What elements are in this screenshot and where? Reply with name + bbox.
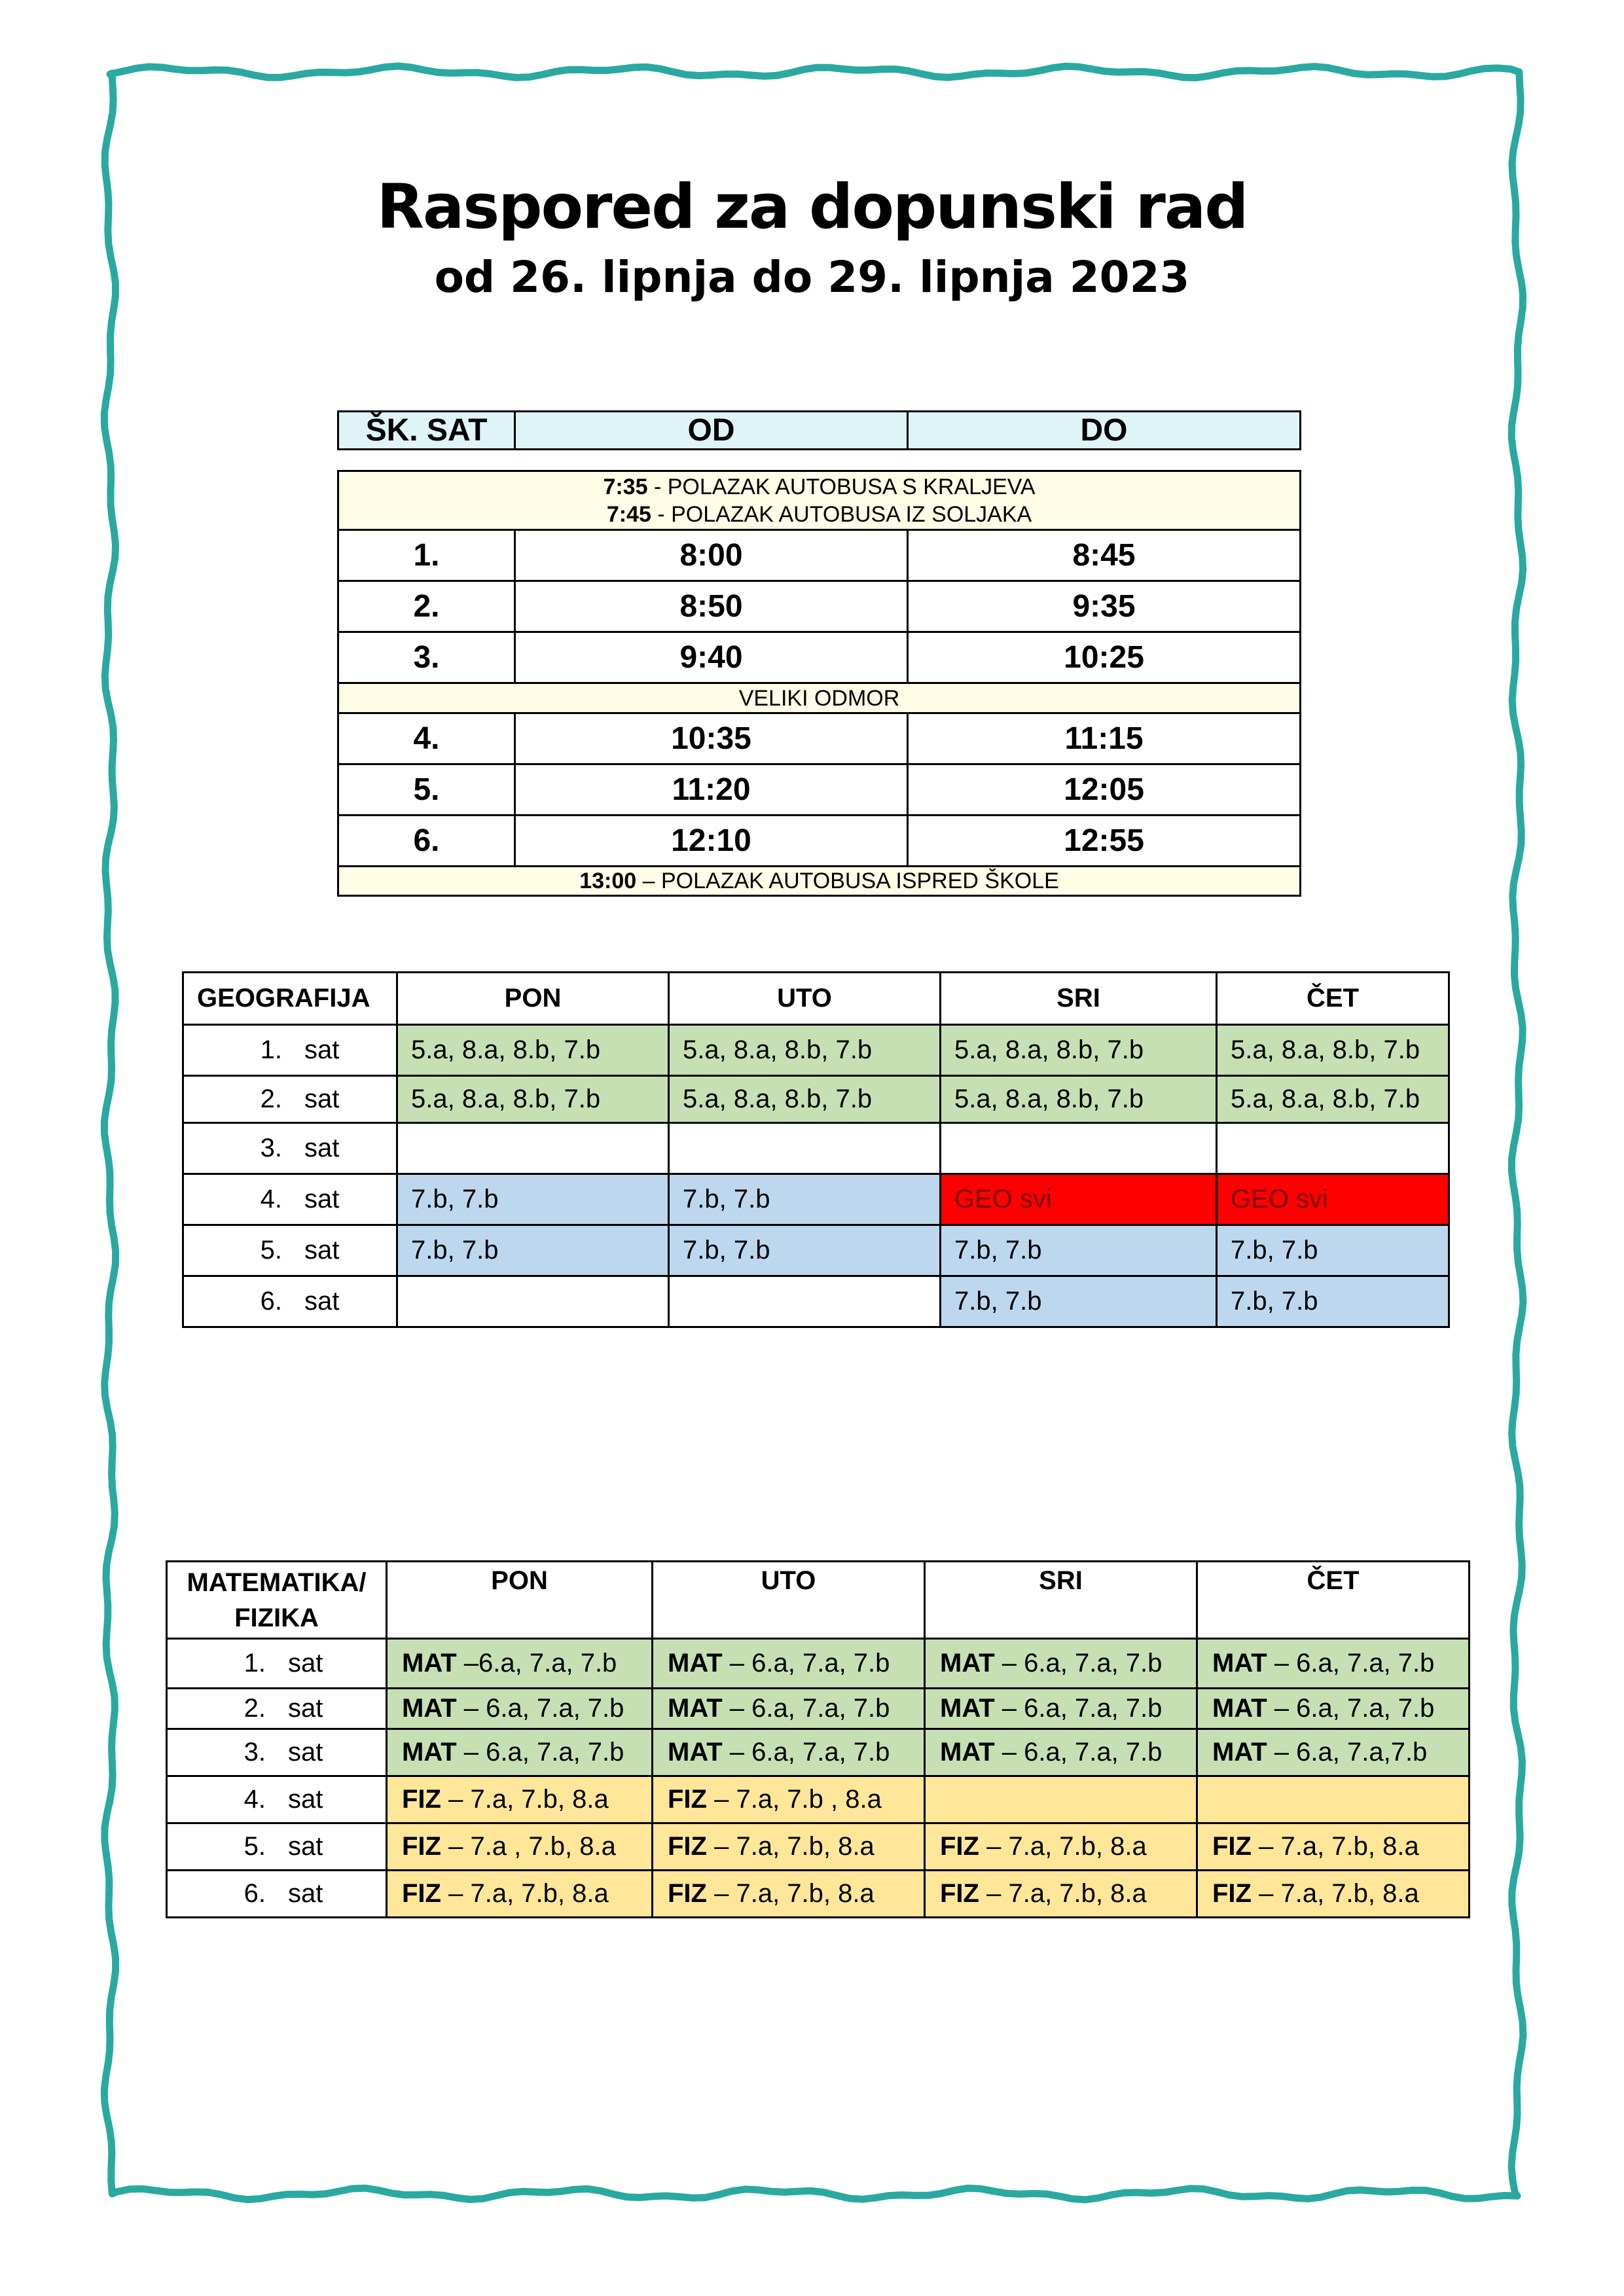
schedule-cell: MAT – 6.a, 7.a, 7.b — [653, 1639, 925, 1689]
geo-day-header: ČET — [1217, 973, 1449, 1025]
schedule-cell: FIZ – 7.a, 7.b, 8.a — [1197, 1823, 1470, 1871]
period-label: 5. sat — [167, 1823, 387, 1871]
table-row — [183, 1025, 1449, 1076]
schedule-cell: 5.a, 8.a, 8.b, 7.b — [941, 1076, 1217, 1123]
geo-day-header: UTO — [669, 973, 941, 1025]
schedule-cell: 7.b, 7.b — [941, 1225, 1217, 1276]
schedule-cell: 7.b, 7.b — [941, 1276, 1217, 1327]
period-label: 4. sat — [167, 1776, 387, 1823]
period-start: 12:10 — [515, 816, 908, 867]
schedule-cell: 5.a, 8.a, 8.b, 7.b — [941, 1025, 1217, 1076]
schedule-cell: MAT – 6.a, 7.a, 7.b — [925, 1639, 1197, 1689]
mat-subject-header: MATEMATIKA/ FIZIKA — [167, 1562, 387, 1639]
schedule-cell: FIZ – 7.a, 7.b, 8.a — [653, 1871, 925, 1918]
period-number: 1. — [338, 530, 515, 581]
schedule-cell — [1197, 1776, 1470, 1823]
bell-schedule-header — [337, 410, 1301, 450]
schedule-cell: MAT – 6.a, 7.a, 7.b — [387, 1689, 653, 1729]
period-label: 2. sat — [183, 1076, 397, 1123]
period-row — [338, 816, 1301, 867]
period-label: 1. sat — [183, 1025, 397, 1076]
table-row — [167, 1689, 1470, 1729]
mat-day-header: UTO — [653, 1562, 925, 1639]
table-row — [183, 1225, 1449, 1276]
period-start: 9:40 — [515, 632, 908, 683]
schedule-cell: MAT –6.a, 7.a, 7.b — [387, 1639, 653, 1689]
bus-return-note: 13:00 – POLAZAK AUTOBUSA ISPRED ŠKOLE — [338, 867, 1301, 896]
period-start: 10:35 — [515, 713, 908, 764]
period-end: 12:05 — [908, 764, 1301, 816]
table-row — [183, 1276, 1449, 1327]
geo-day-header: PON — [397, 973, 669, 1025]
mat-day-header: SRI — [925, 1562, 1197, 1639]
period-label: 2. sat — [167, 1689, 387, 1729]
mat-day-header: PON — [387, 1562, 653, 1639]
schedule-cell — [397, 1276, 669, 1327]
geography-schedule-table — [182, 971, 1450, 1328]
header-period: ŠK. SAT — [338, 412, 515, 450]
schedule-cell: MAT – 6.a, 7.a, 7.b — [925, 1689, 1197, 1729]
schedule-cell: FIZ – 7.a , 7.b, 8.a — [387, 1823, 653, 1871]
period-label: 6. sat — [183, 1276, 397, 1327]
schedule-cell: MAT – 6.a, 7.a, 7.b — [387, 1729, 653, 1776]
geo-subject-header: GEOGRAFIJA — [183, 973, 397, 1025]
period-row — [338, 632, 1301, 683]
table-row — [167, 1729, 1470, 1776]
table-row — [183, 1123, 1449, 1174]
table-row — [167, 1776, 1470, 1823]
period-row — [338, 581, 1301, 632]
schedule-cell: 5.a, 8.a, 8.b, 7.b — [1217, 1076, 1449, 1123]
bell-schedule — [337, 470, 1301, 897]
schedule-cell: 5.a, 8.a, 8.b, 7.b — [397, 1025, 669, 1076]
schedule-cell: 7.b, 7.b — [1217, 1276, 1449, 1327]
schedule-cell — [925, 1776, 1197, 1823]
table-row — [183, 1174, 1449, 1225]
page-subtitle: od 26. lipnja do 29. lipnja 2023 — [434, 252, 1190, 302]
schedule-cell: 7.b, 7.b — [669, 1225, 941, 1276]
period-label: 3. sat — [167, 1729, 387, 1776]
mat-day-header: ČET — [1197, 1562, 1470, 1639]
period-label: 1. sat — [167, 1639, 387, 1689]
header-from: OD — [515, 412, 908, 450]
period-label: 3. sat — [183, 1123, 397, 1174]
math-physics-schedule-table — [166, 1560, 1470, 1918]
schedule-cell: MAT – 6.a, 7.a, 7.b — [1197, 1689, 1470, 1729]
schedule-cell: MAT – 6.a, 7.a, 7.b — [925, 1729, 1197, 1776]
schedule-cell: MAT – 6.a, 7.a, 7.b — [1197, 1639, 1470, 1689]
geo-day-header: SRI — [941, 973, 1217, 1025]
period-number: 5. — [338, 764, 515, 816]
schedule-cell: MAT – 6.a, 7.a,7.b — [1197, 1729, 1470, 1776]
schedule-cell — [669, 1276, 941, 1327]
period-row — [338, 764, 1301, 816]
schedule-cell: 7.b, 7.b — [397, 1174, 669, 1225]
period-end: 8:45 — [908, 530, 1301, 581]
period-label: 4. sat — [183, 1174, 397, 1225]
schedule-cell: 5.a, 8.a, 8.b, 7.b — [1217, 1025, 1449, 1076]
schedule-cell — [941, 1123, 1217, 1174]
table-row — [167, 1871, 1470, 1918]
schedule-cell: MAT – 6.a, 7.a, 7.b — [653, 1689, 925, 1729]
period-label: 5. sat — [183, 1225, 397, 1276]
schedule-cell: 7.b, 7.b — [669, 1174, 941, 1225]
period-number: 3. — [338, 632, 515, 683]
period-end: 11:15 — [908, 713, 1301, 764]
period-start: 8:50 — [515, 581, 908, 632]
period-end: 9:35 — [908, 581, 1301, 632]
schedule-cell: FIZ – 7.a, 7.b, 8.a — [925, 1871, 1197, 1918]
schedule-cell: MAT – 6.a, 7.a, 7.b — [653, 1729, 925, 1776]
table-row — [183, 1076, 1449, 1123]
period-row — [338, 713, 1301, 764]
schedule-cell: 7.b, 7.b — [397, 1225, 669, 1276]
bus-departure-note: 7:35 - POLAZAK AUTOBUSA S KRALJEVA 7:45 - POLAZAK AUTOBUSA IZ SOLJAKA — [338, 471, 1301, 530]
schedule-cell: GEO svi — [941, 1174, 1217, 1225]
schedule-cell: 5.a, 8.a, 8.b, 7.b — [397, 1076, 669, 1123]
period-end: 12:55 — [908, 816, 1301, 867]
schedule-cell: FIZ – 7.a, 7.b, 8.a — [653, 1823, 925, 1871]
schedule-cell: 7.b, 7.b — [1217, 1225, 1449, 1276]
schedule-cell: FIZ – 7.a, 7.b, 8.a — [387, 1871, 653, 1918]
schedule-cell — [397, 1123, 669, 1174]
schedule-cell: FIZ – 7.a, 7.b , 8.a — [653, 1776, 925, 1823]
schedule-cell: FIZ – 7.a, 7.b, 8.a — [387, 1776, 653, 1823]
schedule-cell — [1217, 1123, 1449, 1174]
page-title: Raspored za dopunski rad — [376, 171, 1248, 243]
period-start: 8:00 — [515, 530, 908, 581]
period-end: 10:25 — [908, 632, 1301, 683]
period-number: 4. — [338, 713, 515, 764]
schedule-cell — [669, 1123, 941, 1174]
schedule-cell: 5.a, 8.a, 8.b, 7.b — [669, 1025, 941, 1076]
period-label: 6. sat — [167, 1871, 387, 1918]
period-number: 2. — [338, 581, 515, 632]
table-row — [167, 1823, 1470, 1871]
schedule-cell: 5.a, 8.a, 8.b, 7.b — [669, 1076, 941, 1123]
table-row — [167, 1639, 1470, 1689]
period-number: 6. — [338, 816, 515, 867]
break-label: VELIKI ODMOR — [338, 683, 1301, 713]
header-to: DO — [908, 412, 1301, 450]
schedule-cell: FIZ – 7.a, 7.b, 8.a — [925, 1823, 1197, 1871]
period-start: 11:20 — [515, 764, 908, 816]
schedule-cell: GEO svi — [1217, 1174, 1449, 1225]
schedule-cell: FIZ – 7.a, 7.b, 8.a — [1197, 1871, 1470, 1918]
period-row — [338, 530, 1301, 581]
